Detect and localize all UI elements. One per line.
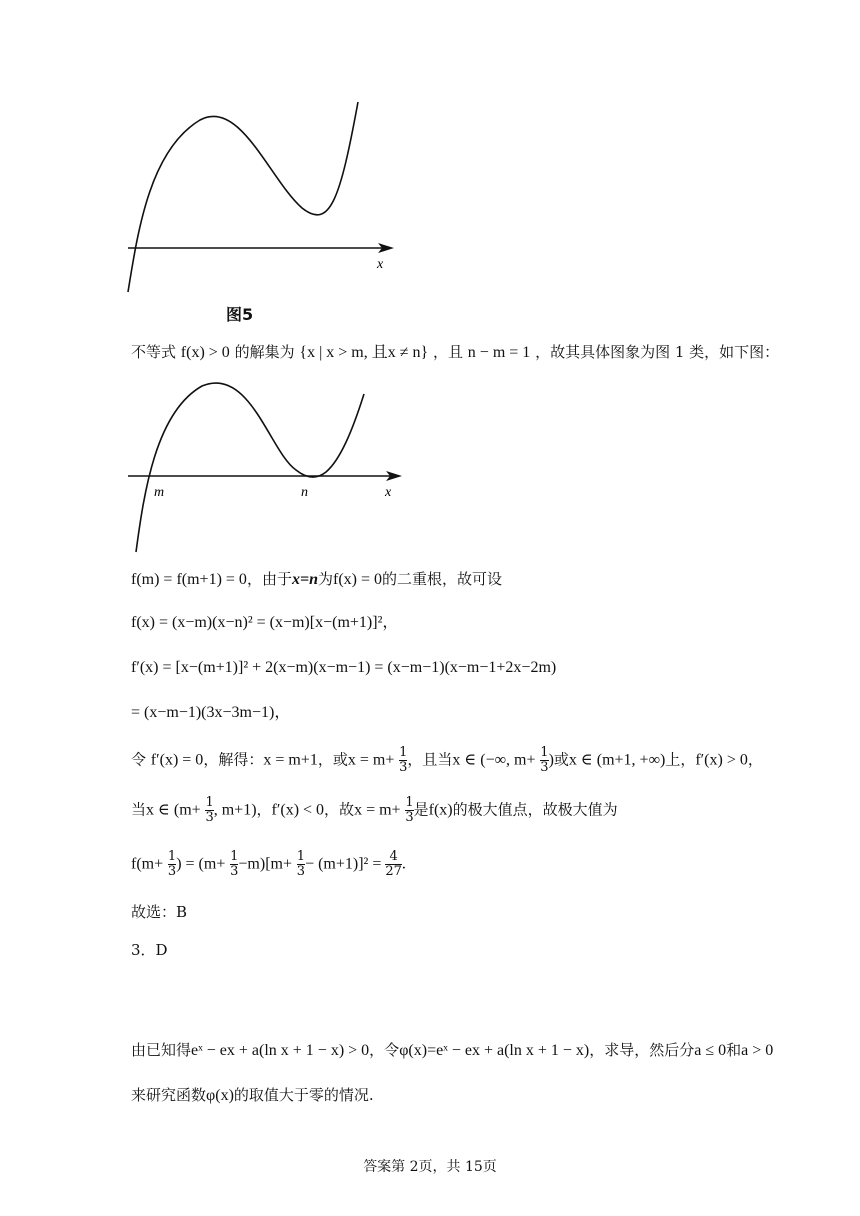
text-span: 为: [317, 570, 333, 588]
text-span: 是: [413, 800, 429, 819]
label-n: n: [301, 485, 308, 500]
math: f(x): [428, 801, 453, 819]
math: x ∈ (−∞, m+: [452, 751, 536, 769]
math: f(x) = 0: [332, 571, 382, 588]
math: x = m+: [354, 801, 401, 819]
text-span: 不等式: [131, 343, 177, 361]
text-span: 当: [131, 800, 147, 819]
math: ² =: [363, 855, 386, 873]
math: x=n: [291, 571, 318, 588]
line-6: [131, 796, 618, 825]
intro-line: [131, 342, 779, 363]
text-span: ，求导，然后分: [589, 1041, 695, 1059]
fraction-numerator: 1: [399, 745, 408, 760]
fraction-denominator: 3: [230, 864, 239, 879]
math: φ(x)=eˣ − ex + a(ln x + 1 − x): [399, 1042, 590, 1059]
fraction-four-27: [385, 850, 402, 879]
label-m: m: [154, 485, 165, 500]
cubic-curve: [136, 383, 364, 552]
text-span: 和: [726, 1041, 742, 1059]
fraction-one-third: [297, 850, 305, 879]
fraction-denominator: 3: [540, 760, 549, 775]
text-span: 来研究函数: [131, 1086, 207, 1104]
math: f(m+: [131, 855, 164, 873]
fraction-one-third: [205, 796, 213, 825]
figure-5-graph: [120, 80, 410, 300]
text-span: 的取值大于零的情况.: [233, 1086, 374, 1104]
math: ): [548, 751, 554, 769]
text-span: ，: [256, 800, 272, 819]
math: a > 0: [741, 1042, 774, 1059]
fraction-denominator: 3: [167, 864, 177, 879]
text-span: 或: [553, 750, 569, 769]
math: x ∈ (m+1, +∞): [568, 751, 666, 769]
text-span: 令: [131, 750, 147, 769]
figure-mn-graph: [120, 372, 420, 562]
math: f′(x) = 0: [150, 751, 204, 769]
text-span: 上，: [665, 750, 696, 769]
math: .: [401, 855, 406, 873]
fraction-denominator: 3: [296, 864, 306, 879]
answer-line: 故选：B: [131, 903, 188, 921]
math: f(m) = f(m+1) = 0: [131, 571, 247, 588]
fraction-numerator: 1: [296, 849, 306, 864]
line-2: f(x) = (x−m)(x−n)² = (x−m)[x−(m+1)]²，: [131, 614, 399, 631]
math: , m+1): [213, 801, 257, 819]
text-span: ，且当: [407, 750, 453, 769]
fraction-one-third: [540, 746, 548, 775]
fraction-numerator: 1: [205, 795, 214, 810]
text-span: ，故: [324, 800, 355, 819]
line-3: f′(x) = [x−(m+1)]² + 2(x−m)(x−m−1) = (x−m−1)(x−m−1+2x−2m): [131, 659, 557, 676]
fraction-one-third: [168, 850, 176, 879]
fraction-denominator: 3: [205, 810, 214, 825]
fraction-denominator: 27: [385, 864, 402, 879]
fraction-denominator: 3: [405, 810, 414, 825]
text-span: ，令: [369, 1041, 400, 1059]
line-8: [131, 1040, 773, 1061]
fraction-numerator: 1: [540, 745, 549, 760]
fraction-numerator: 4: [385, 850, 402, 865]
line-5: [131, 746, 763, 775]
page-footer: 答案第 2页，共 15页: [363, 1159, 497, 1175]
text-span: 的二重根，故可设: [382, 570, 503, 588]
math: −m)[m+: [238, 855, 292, 873]
math-inequality: f(x) > 0: [180, 344, 230, 361]
text-span: 的解集为: [234, 343, 295, 361]
text-span: 的极大值点，故极大值为: [452, 800, 618, 819]
math-solution-set: {x | x > m, 且x ≠ n}: [299, 344, 429, 361]
math: f′(x) > 0: [695, 751, 748, 769]
text-span: ，由于: [246, 570, 292, 588]
line-9: [131, 1085, 374, 1106]
math: ) = (m+: [176, 855, 226, 873]
math: eˣ − ex + a(ln x + 1 − x) > 0: [191, 1042, 370, 1059]
fraction-numerator: 1: [405, 795, 414, 810]
text-span: ，: [747, 750, 763, 769]
text-span: ，或: [317, 750, 348, 769]
math-equation: n − m = 1: [467, 344, 531, 361]
math: φ(x): [206, 1087, 234, 1104]
text-span: ，故其具体图象为图 1 类，如下图：: [535, 343, 780, 361]
line-4: = (x−m−1)(3x−3m−1)，: [131, 704, 291, 721]
math: x ∈ (m+: [146, 801, 201, 819]
line-7: [131, 850, 406, 879]
fraction-numerator: 1: [230, 849, 239, 864]
question-3-answer: 3．D: [131, 941, 168, 959]
math: f′(x) < 0: [271, 801, 325, 819]
figure-5-caption: 图5: [226, 305, 254, 324]
text-span: 由已知得: [131, 1041, 192, 1059]
text-span: ，解得：: [203, 750, 264, 769]
fraction-denominator: 3: [399, 760, 408, 775]
x-axis-label: x: [385, 485, 392, 500]
math: a ≤ 0: [694, 1042, 727, 1059]
fraction-numerator: 1: [167, 849, 177, 864]
x-axis-label: x: [377, 257, 384, 272]
math: x = m+: [347, 751, 395, 769]
cubic-curve: [128, 102, 358, 292]
line-1: [131, 569, 502, 590]
math: x = m+1: [263, 751, 318, 769]
math: − (m+1)]: [305, 855, 364, 873]
text-span: ，且: [433, 343, 464, 361]
fraction-one-third: [405, 796, 413, 825]
